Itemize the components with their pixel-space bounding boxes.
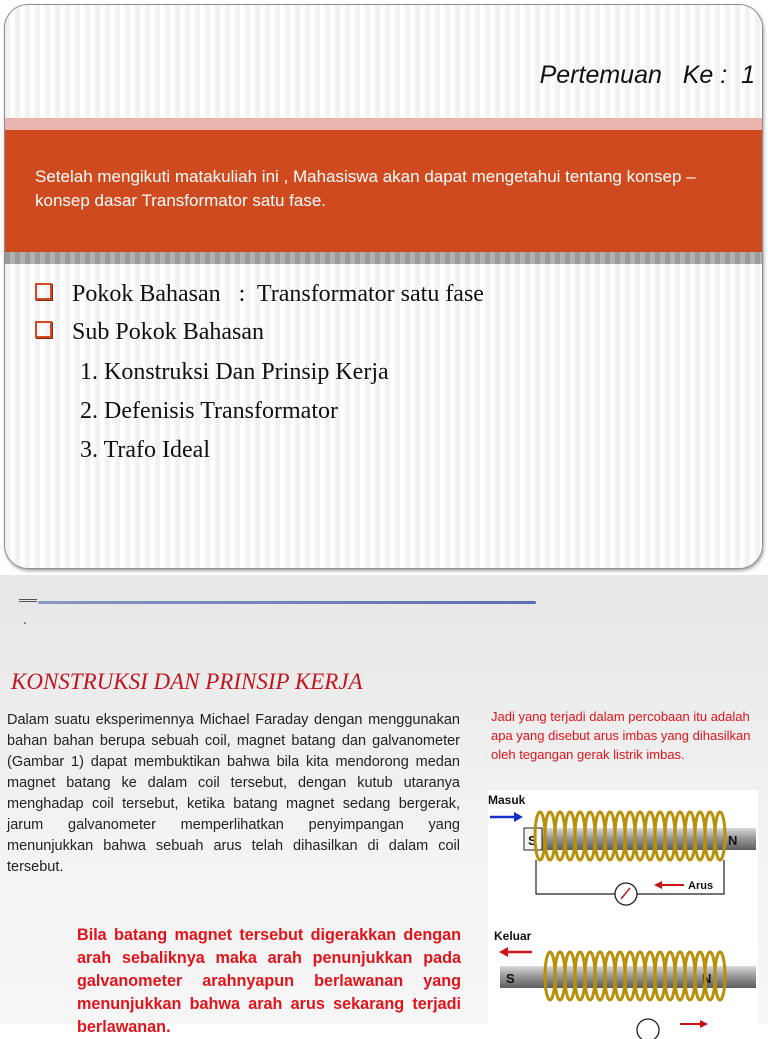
bullet-text: Pokok Bahasan : Transformator satu fase xyxy=(72,281,484,307)
objective-text: Setelah mengikuti matakuliah ini , Mahasiswa akan dapat mengetahui tentang konsep – konsep dasar Transformator satu fase. xyxy=(35,167,696,210)
subitem-2: 2. Defenisis Transformator xyxy=(80,398,338,424)
pole-s-label: S xyxy=(528,833,537,848)
decorative-tiny-text xyxy=(19,599,37,603)
bullet-pokok-bahasan xyxy=(35,281,484,308)
checkbox-bullet-icon xyxy=(35,321,52,338)
arrow-in-icon xyxy=(490,812,523,822)
pole-n-label: N xyxy=(728,833,738,848)
slide-title: Pertemuan Ke : 1 xyxy=(539,61,755,89)
banner-bottom-band xyxy=(5,252,762,264)
galvanometer-icon xyxy=(615,883,637,905)
subitem-1: 1. Konstruksi Dan Prinsip Kerja xyxy=(80,359,389,385)
arrow-out-icon xyxy=(499,947,532,957)
slide-1 xyxy=(4,4,763,569)
section-title: KONSTRUKSI DAN PRINSIP KERJA xyxy=(11,669,363,694)
decorative-dot xyxy=(24,622,26,624)
title-divider-band xyxy=(5,118,762,130)
body-paragraph: Dalam suatu eksperimennya Michael Faraday dengan menggunakan bahan bahan berupa sebuah coil, magnet batang dan galvanometer (Gambar 1) dapat membuktikan bahwa bila kita mendorong medan magnet batang ke dalam coil tersebut, dengan kutub utaranya menghadap coil tersebut, ketika batang magnet sedang bergerak, jarum galvanometer memperlihatkan penyimpangan yang menunjukkan bahwa sebuah arus telah dihasilkan di dalam coil tersebut. xyxy=(7,712,460,875)
label-keluar: Keluar xyxy=(494,929,532,943)
pole-s-label: S xyxy=(506,971,515,986)
bullet-text: Sub Pokok Bahasan xyxy=(72,319,264,345)
label-arus: Arus xyxy=(688,880,714,892)
pole-n-label: N xyxy=(702,971,712,986)
checkbox-bullet-icon xyxy=(35,283,52,300)
bullet-sub-pokok-bahasan xyxy=(35,319,264,346)
bar-magnet-top xyxy=(524,828,756,850)
subitem-3: 3. Trafo Ideal xyxy=(80,437,210,463)
slide-2 xyxy=(0,575,768,1036)
highlight-paragraph: Bila batang magnet tersebut digerakkan dengan arah sebaliknya maka arah penunjukkan pada galvanometer arahnyapun berlawanan yang menunjukkan bahwa arah arus sekarang terjadi berlawanan. xyxy=(77,926,461,1036)
galvanometer-bottom-icon xyxy=(637,1019,659,1039)
faraday-diagram xyxy=(488,790,758,1030)
bar-magnet-bottom xyxy=(500,966,756,988)
current-arrow-bottom-icon xyxy=(680,1020,708,1028)
side-note: Jadi yang terjadi dalam percobaan itu adalah apa yang disebut arus imbas yang dihasilkan oleh tegangan gerak listrik imbas. xyxy=(491,709,751,762)
decorative-rule xyxy=(38,601,536,604)
label-masuk: Masuk xyxy=(488,793,526,807)
faraday-experiment-figure xyxy=(488,790,758,1030)
current-arrow-icon xyxy=(654,881,684,889)
